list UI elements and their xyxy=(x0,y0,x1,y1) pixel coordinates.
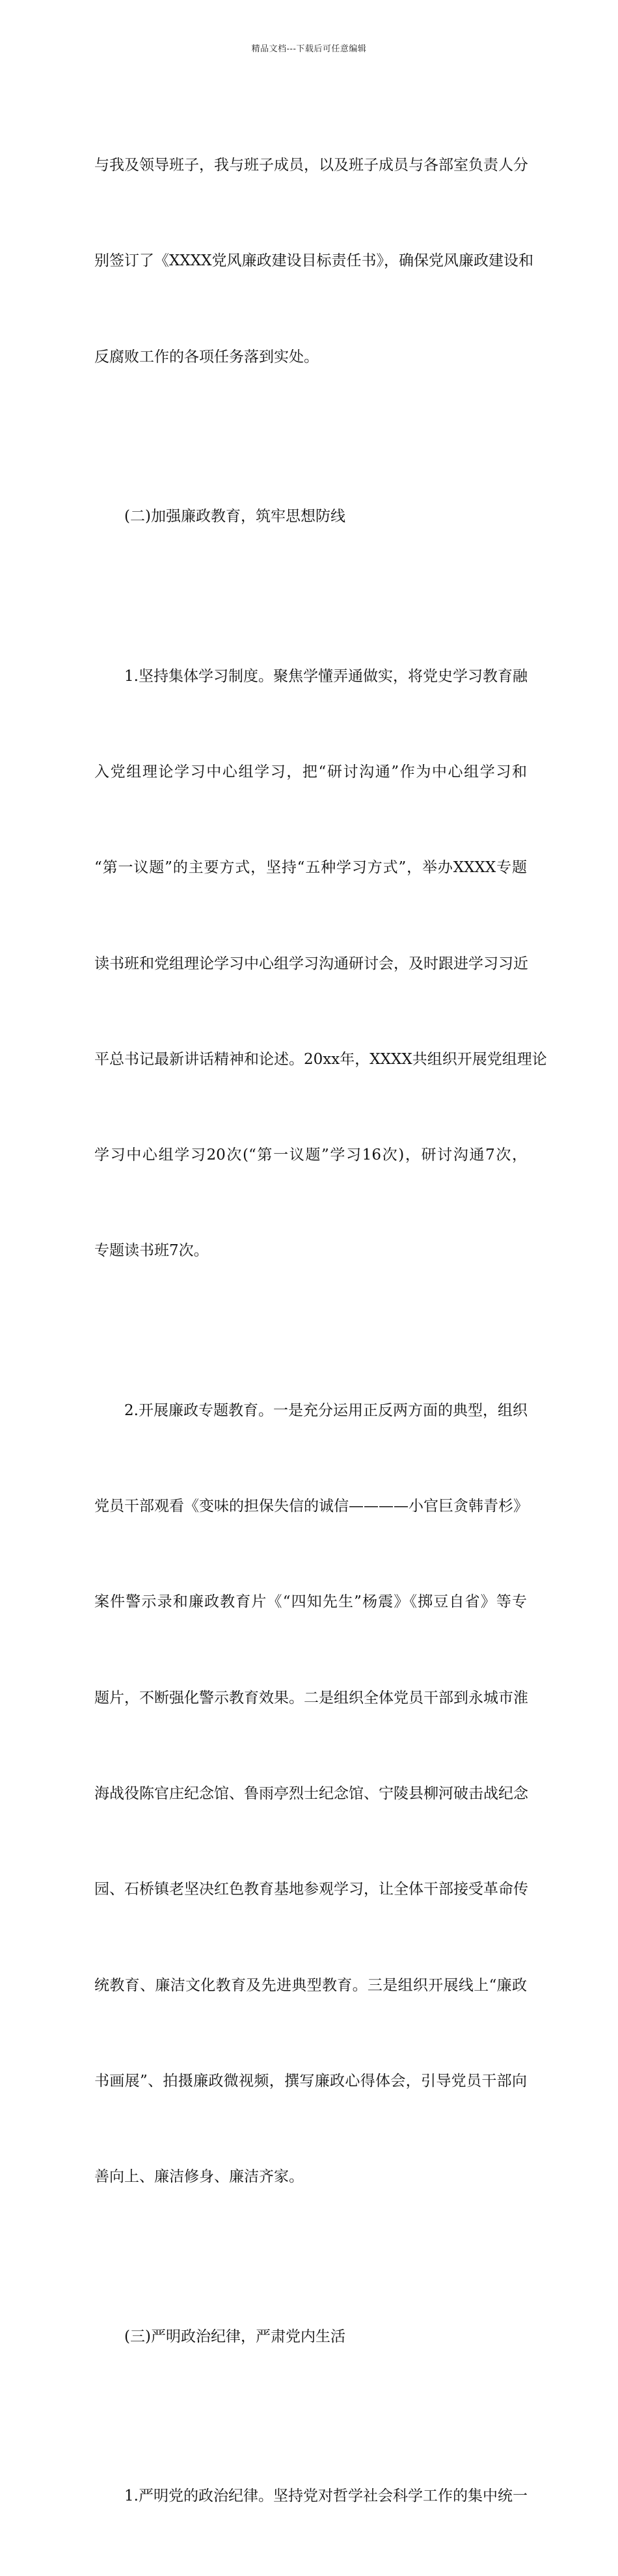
text-line: 海战役陈官庄纪念馆、鲁雨亭烈士纪念馆、宁陵县柳河破击战纪念 xyxy=(94,1785,528,1802)
text-line: (三)严明政治纪律，严肃党内生活 xyxy=(124,2328,345,2345)
text-line: 1.坚持集体学习制度。聚焦学懂弄通做实，将党史学习教育融 xyxy=(124,667,528,685)
document-body xyxy=(94,86,547,2576)
text-line: 书画展”、拍摄廉政微视频，撰写廉政心得体会，引导党员干部向 xyxy=(94,2072,527,2090)
text-line: 反腐败工作的各项任务落到实处。 xyxy=(94,348,319,365)
text-line: 统教育、廉洁文化教育及先进典型教育。三是组织开展线上“廉政 xyxy=(94,1976,527,1994)
text-line: 读书班和党组理论学习中心组学习沟通研讨会，及时跟进学习习近 xyxy=(94,955,528,972)
text-line: 1.严明党的政治纪律。坚持党对哲学社会科学工作的集中统一 xyxy=(124,2488,528,2505)
paragraph xyxy=(94,86,533,437)
text-line: (二)加强廉政教育，筑牢思想防线 xyxy=(124,508,345,525)
text-line: 学习中心组学习20次(“第一议题”学习16次)，研讨沟通7次， xyxy=(94,1147,527,1164)
text-line: 案件警示录和廉政教育片《“四知先生”杨震》《掷豆自省》等专 xyxy=(94,1593,527,1611)
text-line: 别签订了《XXXX党风廉政建设目标责任书》，确保党风廉政建设和 xyxy=(94,252,533,270)
paragraph xyxy=(94,2417,527,2576)
text-line: 专题读书班7次。 xyxy=(94,1242,209,1260)
text-line: 园、石桥镇老坚决红色教育基地参观学习，让全体干部接受革命传 xyxy=(94,1881,528,1898)
text-line: “第一议题”的主要方式，坚持“五种学习方式”，举办XXXX专题 xyxy=(94,859,527,877)
paragraph xyxy=(94,1331,527,2257)
section-heading xyxy=(94,437,527,596)
text-line: 善向上、廉洁修身、廉洁齐家。 xyxy=(94,2168,304,2186)
paragraph xyxy=(94,597,547,1331)
page-header: 精品文档---下载后可任意编辑 xyxy=(251,44,367,54)
text-line: 2.开展廉政专题教育。一是充分运用正反两方面的典型，组织 xyxy=(124,1401,528,1419)
text-line: 与我及领导班子，我与班子成员，以及班子成员与各部室负责人分 xyxy=(94,157,528,174)
text-line: 入党组理论学习中心组学习，把“研讨沟通”作为中心组学习和 xyxy=(94,763,527,780)
section-heading xyxy=(94,2257,527,2416)
text-line: 平总书记最新讲话精神和论述。20xx年，XXXX共组织开展党组理论 xyxy=(94,1050,547,1068)
text-line: 题片，不断强化警示教育效果。二是组织全体党员干部到永城市淮 xyxy=(94,1689,528,1706)
text-line: 党员干部观看《变味的担保失信的诚信————小官巨贪韩青杉》 xyxy=(94,1498,528,1515)
